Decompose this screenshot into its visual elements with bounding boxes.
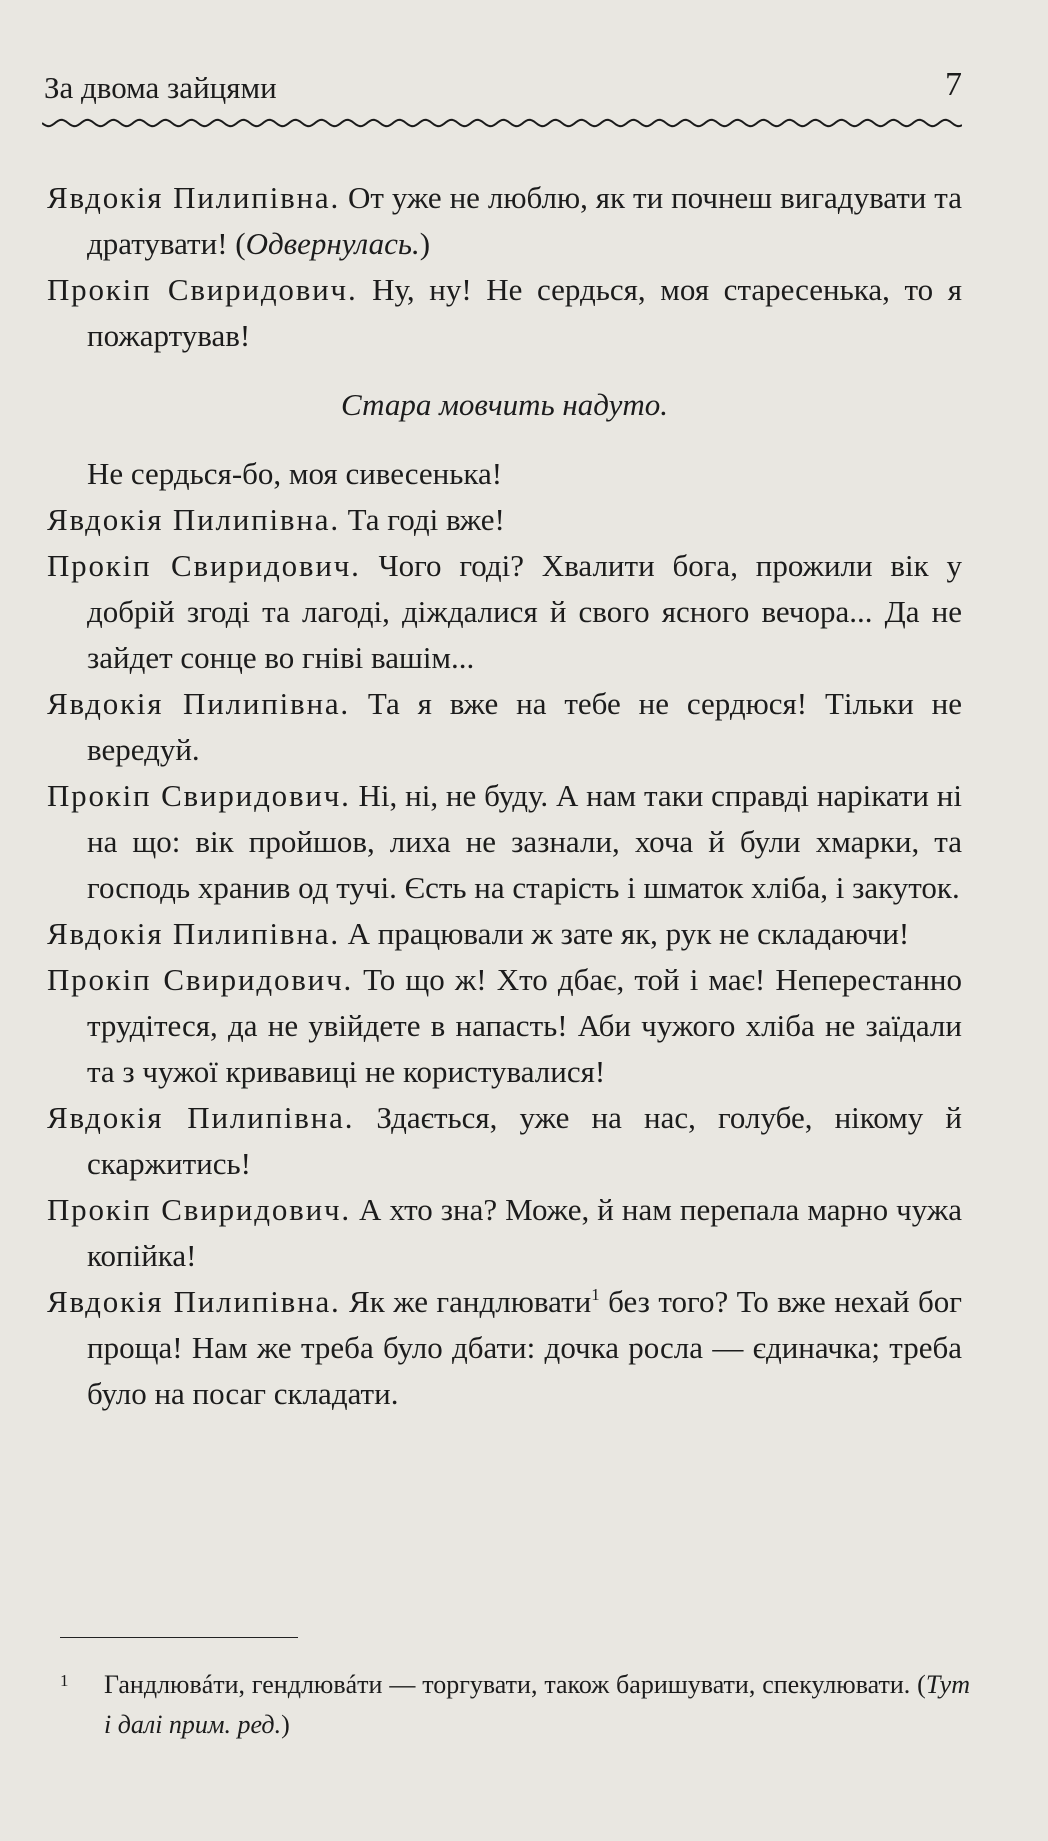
speaker-name: Прокіп Свиридович.	[47, 272, 358, 307]
speaker-name: Явдокія Пилипівна.	[47, 1284, 341, 1319]
speech	[47, 1095, 962, 1187]
speaker-name: Прокіп Свиридович.	[47, 548, 361, 583]
speech-text: )	[419, 226, 431, 261]
speech	[47, 773, 962, 911]
stage-remark: Одвернулась.	[245, 226, 420, 261]
speech-text: А працювали ж зате як, рук не складаючи!	[339, 916, 910, 951]
speaker-name: Прокіп Свиридович.	[47, 962, 354, 997]
speech-text: Та годі вже!	[339, 502, 505, 537]
speech-text: От уже не люблю, як ти почнеш вигадувати та дратувати! (	[87, 180, 962, 261]
wavy-header-rule	[42, 114, 962, 134]
speaker-name: Явдокія Пилипівна.	[47, 686, 350, 721]
speech	[47, 175, 962, 267]
speech-text: Ну, ну! Не сердься, моя старесенька, то я пожартував!	[87, 272, 962, 353]
speaker-name: Прокіп Свиридович.	[47, 778, 351, 813]
speech	[47, 681, 962, 773]
stage-direction: Стара мовчить надуто.	[341, 387, 668, 422]
speech	[47, 267, 962, 359]
running-head	[44, 62, 964, 112]
play-text	[47, 175, 962, 1417]
footnote-text	[104, 1665, 970, 1745]
speaker-name: Явдокія Пилипівна.	[47, 502, 340, 537]
speech-text: Здається, уже на нас, голубе, нікому й скаржитись!	[87, 1100, 963, 1181]
footnote-close: )	[281, 1710, 290, 1739]
editor-note: Тут і далі прим. ред.	[104, 1670, 970, 1739]
footnote-definition: — торгувати, також баришувати, спекулювати. (	[382, 1670, 926, 1699]
footnote-term: Гандлювáти, гендлювáти	[104, 1670, 383, 1699]
footnote-marker: 1	[60, 1671, 69, 1690]
speaker-name: Явдокія Пилипівна.	[47, 180, 341, 215]
speech-text: Як же гандлювати	[340, 1284, 592, 1319]
speech	[47, 497, 962, 543]
speech-text: Та я вже на тебе не сердюся! Тільки не вередуй.	[87, 686, 963, 767]
speech	[47, 957, 962, 1095]
speech	[47, 911, 962, 957]
book-title: За двома зайцями	[44, 70, 277, 105]
speaker-name: Явдокія Пилипівна.	[47, 916, 340, 951]
footnote-reference[interactable]: 1	[591, 1285, 600, 1304]
speech-continuation: Не сердься-бо, моя сивесенька!	[87, 456, 503, 491]
speaker-name: Явдокія Пилипівна.	[47, 1100, 355, 1135]
speech	[47, 1279, 962, 1417]
speaker-name: Прокіп Свиридович.	[47, 1192, 351, 1227]
footnote-divider	[60, 1637, 298, 1638]
speech-text: А хто зна? Може, й нам перепала марно чужа копійка!	[87, 1192, 962, 1273]
speech-text: Чого годі? Хвалити бога, прожили вік у добрій згоді та лагоді, діждалися й свого ясного вечора... Да не зайдет сонце во гніві вашім...	[87, 548, 962, 675]
speech-text: без того? То вже нехай бог проща! Нам же треба було дбати: дочка росла — єдиначка; треба було на посаг складати.	[87, 1284, 963, 1411]
speech	[47, 1187, 962, 1279]
speech	[47, 543, 962, 681]
speech-text: То що ж! Хто дбає, той і має! Неперестанно трудітеся, да не увійдете в напасть! Аби чужого хліба не заїдали та з чужої кривавиці не користувалися!	[87, 962, 963, 1089]
footnote	[60, 1665, 970, 1745]
speech-text: Ні, ні, не буду. А нам таки справді нарікати ні на що: вік пройшов, лиха не зазнали, хоча й були хмарки, та господь хранив од тучі. Єсть на старість і шматок хліба, і закуток.	[87, 778, 962, 905]
page-number: 7	[945, 66, 962, 103]
